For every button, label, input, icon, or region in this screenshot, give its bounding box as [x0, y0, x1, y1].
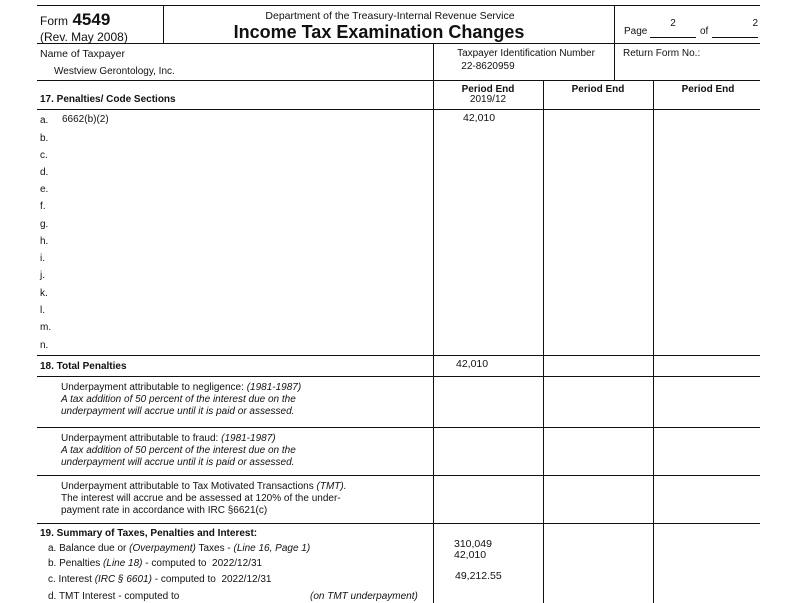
line-19-title: 19. Summary of Taxes, Penalties and Interest: — [40, 528, 258, 539]
line-19-rule — [37, 523, 760, 524]
balance-due-value: 310,049 — [454, 538, 492, 550]
page-total: 2 — [752, 18, 758, 29]
taxpayer-name-label: Name of Taxpayer — [40, 48, 126, 60]
line-18-title: 18. Total Penalties — [40, 361, 127, 372]
tin-label: Taxpayer Identification Number — [457, 48, 595, 59]
fraud-rule — [37, 427, 760, 428]
period-end-header-3: Period End — [681, 84, 735, 95]
period-end-header-1: Period End — [461, 84, 515, 95]
column-divider — [543, 80, 544, 603]
line-17-rule — [37, 109, 760, 110]
column-divider — [433, 80, 434, 603]
department-label: Department of the Treasury-Internal Revenue Service — [265, 10, 515, 22]
interest-value: 49,212.55 — [455, 570, 502, 582]
return-form-label: Return Form No.: — [623, 48, 701, 59]
taxpayer-name-value: Westview Gerontology, Inc. — [54, 66, 175, 77]
line-19c-label: c. Interest (IRC § 6601) - computed to 2022/12/31 — [48, 574, 272, 585]
penalties-value: 42,010 — [454, 549, 487, 561]
penalty-amount: 42,010 — [463, 112, 496, 124]
column-divider — [653, 80, 654, 603]
form-number: Form 4549 — [40, 10, 111, 29]
penalty-code: 6662(b)(2) — [62, 114, 109, 125]
period-end-header-2: Period End — [571, 84, 625, 95]
info-rule — [37, 80, 760, 81]
form-title: Income Tax Examination Changes — [233, 22, 525, 42]
form-revision: (Rev. May 2008) — [40, 30, 128, 44]
line-17-title: 17. Penalties/ Code Sections — [40, 94, 176, 105]
top-rule — [37, 5, 760, 6]
tmt-interest-note: (on TMT underpayment) — [310, 591, 418, 602]
total-penalties-value: 42,010 — [456, 358, 489, 370]
tmt-rule — [37, 475, 760, 476]
page-indicator: Page 2 of 2 — [624, 18, 758, 37]
line-19b-label: b. Penalties (Line 18) - computed to 2022/12/31 — [48, 558, 263, 569]
header-divider — [163, 5, 164, 43]
period-end-date-1: 2019/12 — [469, 94, 507, 105]
header-rule — [37, 43, 760, 44]
negligence-rule — [37, 376, 760, 377]
line-19a-label: a. Balance due or (Overpayment) Taxes - (Line 16, Page 1) — [48, 543, 311, 554]
info-divider — [433, 43, 434, 80]
tin-value: 22-8620959 — [461, 61, 515, 72]
line-19d-label: d. TMT Interest - computed to — [48, 591, 180, 602]
page-number: 2 — [670, 18, 676, 29]
line-18-rule — [37, 355, 760, 356]
